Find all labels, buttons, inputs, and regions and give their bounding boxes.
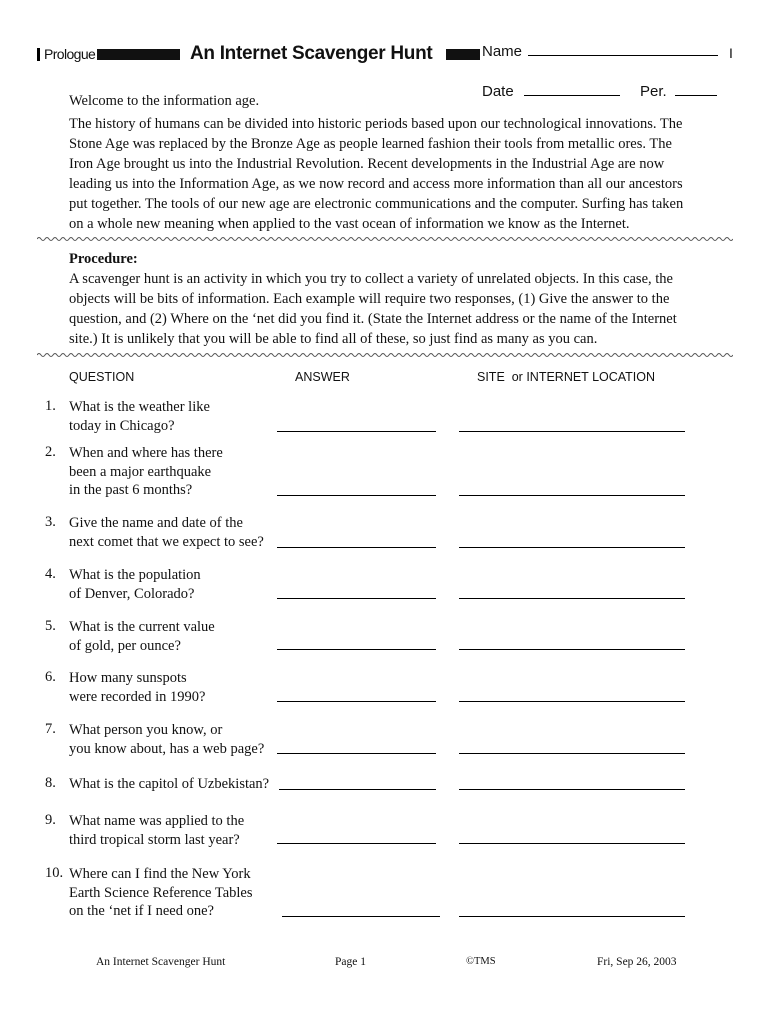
right-edge-mark: I bbox=[729, 45, 733, 61]
question-number: 5. bbox=[45, 618, 56, 634]
procedure-section bbox=[69, 249, 729, 349]
wavy-divider bbox=[37, 236, 733, 242]
procedure-heading: Procedure: bbox=[69, 251, 138, 267]
procedure-line: question, and (2) Where on the ‘net did you find it. (State the Internet address or the name of the Internet bbox=[69, 311, 677, 327]
name-blank[interactable] bbox=[528, 55, 718, 56]
question-text bbox=[69, 444, 223, 500]
footer-page-number: Page 1 bbox=[335, 956, 366, 968]
question-line: When and where has there bbox=[69, 445, 223, 461]
question-text bbox=[69, 514, 264, 551]
column-header-answer: ANSWER bbox=[295, 370, 350, 384]
question-line: What person you know, or bbox=[69, 722, 223, 738]
answer-line[interactable] bbox=[277, 431, 436, 432]
wavy-divider bbox=[37, 352, 733, 358]
site-line[interactable] bbox=[459, 789, 685, 790]
answer-line[interactable] bbox=[277, 843, 436, 844]
period-blank[interactable] bbox=[675, 95, 717, 96]
site-line[interactable] bbox=[459, 598, 685, 599]
procedure-line: A scavenger hunt is an activity in which you try to collect a variety of unrelated objects. In this case, the bbox=[69, 271, 673, 287]
question-line: you know about, has a web page? bbox=[69, 740, 265, 757]
site-line[interactable] bbox=[459, 753, 685, 754]
answer-line[interactable] bbox=[277, 753, 436, 754]
question-line: of gold, per ounce? bbox=[69, 637, 181, 654]
header-bar-left bbox=[97, 49, 180, 60]
question-line: of Denver, Colorado? bbox=[69, 585, 195, 602]
question-line: What name was applied to the bbox=[69, 813, 245, 829]
question-number: 8. bbox=[45, 775, 56, 791]
question-text bbox=[69, 721, 264, 758]
prologue-label: Prologue bbox=[44, 46, 96, 62]
answer-line[interactable] bbox=[277, 649, 436, 650]
question-line: What is the current value bbox=[69, 619, 215, 635]
question-line: How many sunspots bbox=[69, 670, 187, 686]
welcome-text: Welcome to the information age. bbox=[69, 93, 260, 109]
period-label: Per. bbox=[640, 83, 667, 100]
intro-line: Iron Age brought us into the Industrial Revolution. Recent developments in the Industrial Age are now bbox=[69, 156, 665, 172]
question-number: 10. bbox=[45, 865, 64, 881]
question-line: on the ‘net if I need one? bbox=[69, 903, 214, 919]
question-line: What is the weather like bbox=[69, 399, 210, 415]
procedure-line: objects will be bits of information. Each example will require two responses, (1) Give the answer to the bbox=[69, 291, 670, 307]
question-line: Where can I find the New York bbox=[69, 866, 251, 882]
column-header-site: SITE or INTERNET LOCATION bbox=[477, 370, 656, 384]
question-text bbox=[69, 775, 269, 794]
question-line: were recorded in 1990? bbox=[69, 688, 206, 705]
question-text bbox=[69, 669, 205, 706]
answer-line[interactable] bbox=[277, 495, 436, 496]
page-title: An Internet Scavenger Hunt bbox=[190, 43, 433, 64]
question-line: third tropical storm last year? bbox=[69, 831, 240, 848]
question-text bbox=[69, 398, 210, 435]
site-line[interactable] bbox=[459, 649, 685, 650]
question-text bbox=[69, 865, 253, 921]
question-number: 9. bbox=[45, 812, 56, 828]
question-number: 7. bbox=[45, 721, 56, 737]
site-line[interactable] bbox=[459, 916, 685, 917]
question-line: in the past 6 months? bbox=[69, 482, 193, 498]
answer-line[interactable] bbox=[277, 598, 436, 599]
answer-line[interactable] bbox=[279, 789, 436, 790]
date-blank[interactable] bbox=[524, 95, 620, 96]
period-field[interactable] bbox=[640, 83, 717, 100]
intro-paragraph bbox=[69, 114, 729, 234]
intro-line: Stone Age was replaced by the Bronze Age as people learned fashion their tools from metallic ores. The bbox=[69, 136, 672, 152]
column-header-question: QUESTION bbox=[69, 370, 135, 384]
intro-line: leading us into the Information Age, as we now record and access more information than all our ancestors bbox=[69, 176, 683, 192]
date-field[interactable] bbox=[482, 83, 620, 100]
answer-line[interactable] bbox=[277, 547, 436, 548]
date-label: Date bbox=[482, 83, 514, 100]
procedure-line: site.) It is unlikely that you will be able to find all of these, so just find as many as you can. bbox=[69, 331, 598, 347]
site-line[interactable] bbox=[459, 431, 685, 432]
answer-line[interactable] bbox=[277, 701, 436, 702]
site-line[interactable] bbox=[459, 701, 685, 702]
intro-line: on a whole new meaning when applied to the vast ocean of information we know as the Internet. bbox=[69, 216, 630, 232]
question-number: 3. bbox=[45, 514, 56, 530]
footer-title: An Internet Scavenger Hunt bbox=[96, 956, 226, 968]
question-line: next comet that we expect to see? bbox=[69, 533, 264, 550]
footer-date: Fri, Sep 26, 2003 bbox=[597, 956, 677, 968]
question-text bbox=[69, 812, 244, 849]
intro-line: put together. The tools of our new age are electronic communications and the computer. Surfing has taken bbox=[69, 196, 684, 212]
name-label: Name bbox=[482, 43, 523, 60]
question-line: What is the population bbox=[69, 567, 201, 583]
question-line: been a major earthquake bbox=[69, 463, 212, 480]
name-field[interactable] bbox=[482, 43, 718, 60]
question-number: 2. bbox=[45, 444, 56, 460]
footer-copyright: ©TMS bbox=[466, 956, 496, 967]
site-line[interactable] bbox=[459, 547, 685, 548]
question-text bbox=[69, 566, 201, 603]
question-line: What is the capitol of Uzbekistan? bbox=[69, 776, 270, 792]
site-line[interactable] bbox=[459, 843, 685, 844]
question-line: Earth Science Reference Tables bbox=[69, 884, 253, 901]
answer-line[interactable] bbox=[282, 916, 440, 917]
intro-line: The history of humans can be divided into historic periods based upon our technological innovations. The bbox=[69, 116, 683, 132]
question-number: 1. bbox=[45, 398, 56, 414]
header-bar-right bbox=[446, 49, 480, 60]
question-line: Give the name and date of the bbox=[69, 515, 243, 531]
site-line[interactable] bbox=[459, 495, 685, 496]
question-line: today in Chicago? bbox=[69, 417, 175, 434]
question-number: 6. bbox=[45, 669, 56, 685]
header-left-mark bbox=[37, 48, 40, 61]
question-number: 4. bbox=[45, 566, 56, 582]
question-text bbox=[69, 618, 215, 655]
